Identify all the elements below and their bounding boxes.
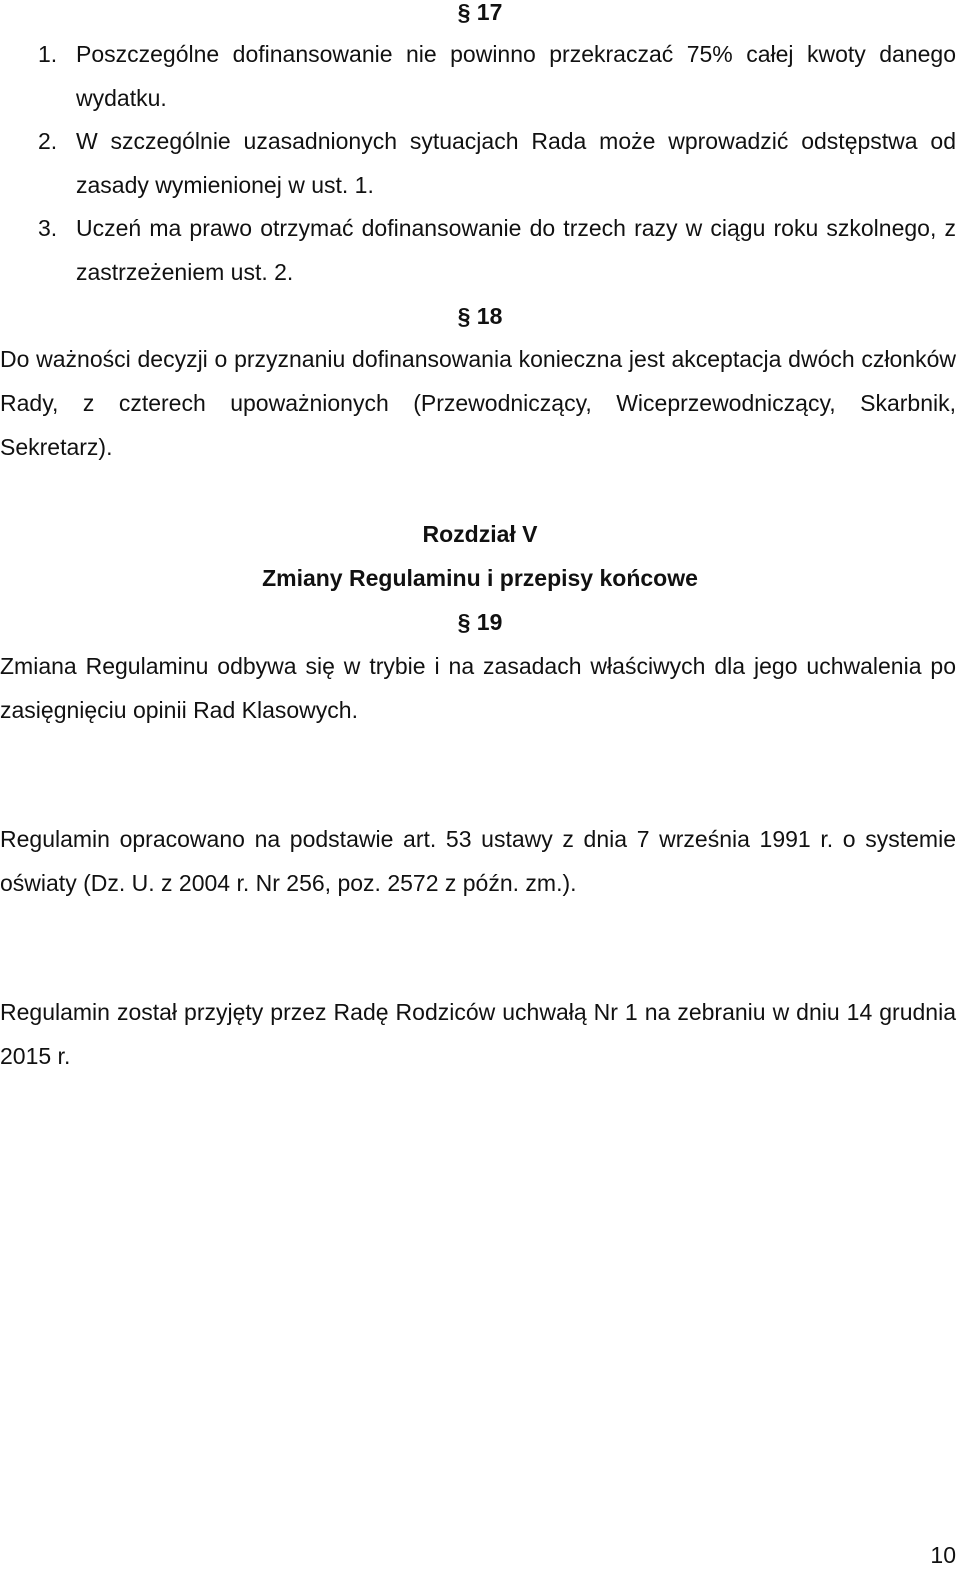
list-item <box>0 32 956 120</box>
list-item-number: 1. <box>38 41 58 67</box>
list-item-number: 2. <box>38 128 58 154</box>
section-17-heading: § 17 <box>457 0 503 25</box>
list-item <box>0 119 956 207</box>
page-number: 10 <box>930 1542 956 1568</box>
legal-basis-text: Regulamin opracowano na podstawie art. 53 ustawy z dnia 7 września 1991 r. o systemie oświaty (Dz. U. z 2004 r. Nr 256, poz. 2572 z późn. zm.). <box>0 826 956 896</box>
section-19-text: Zmiana Regulaminu odbywa się w trybie i na zasadach właściwych dla jego uchwalenia po zasięgnięciu opinii Rad Klasowych. <box>0 653 956 723</box>
section-18-text: Do ważności decyzji o przyznaniu dofinansowania konieczna jest akceptacja dwóch członków Rady, z czterech upoważnionych (Przewodniczący, Wiceprzewodniczący, Skarbnik, Sekretarz). <box>0 346 956 460</box>
chapter-title: Rozdział V <box>422 521 538 547</box>
list-item-number: 3. <box>38 215 58 241</box>
section-19-heading: § 19 <box>457 609 503 635</box>
chapter-subtitle: Zmiany Regulaminu i przepisy końcowe <box>262 565 698 591</box>
section-18-heading: § 18 <box>457 303 503 329</box>
list-item <box>0 206 956 294</box>
list-item-text: Poszczególne dofinansowanie nie powinno przekraczać 75% całej kwoty danego wydatku. <box>76 41 956 111</box>
adoption-text: Regulamin został przyjęty przez Radę Rodziców uchwałą Nr 1 na zebraniu w dniu 14 grudnia 2015 r. <box>0 999 956 1069</box>
list-item-text: W szczególnie uzasadnionych sytuacjach Rada może wprowadzić odstępstwa od zasady wymienionej w ust. 1. <box>76 128 956 198</box>
list-item-text: Uczeń ma prawo otrzymać dofinansowanie do trzech razy w ciągu roku szkolnego, z zastrzeżeniem ust. 2. <box>76 215 956 285</box>
